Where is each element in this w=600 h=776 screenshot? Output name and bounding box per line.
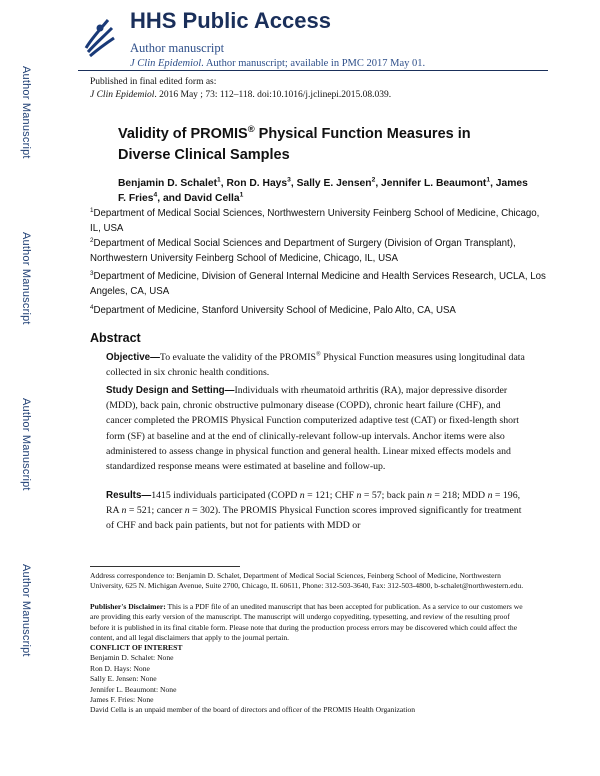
author-list: Benjamin D. Schalet$^1$, Ron D. Hays$^3$, Sally E. Jensen$^2$, Jennifer L. Beaumont$^1$, James F. Fries$^4$, and David Cella$^1$ — [118, 176, 528, 204]
citation-line: J Clin Epidemiol. 2016 May ; 73: 112–118. doi:10.1016/j.jclinepi.2015.08.039. — [90, 90, 392, 100]
footnote-rule — [90, 566, 240, 567]
affiliation-1: $^1$Department of Medical Social Sciences, Northwestern University Feinberg School of Medicine, Chicago, IL, USA — [90, 206, 540, 234]
affiliation-2: $^2$Department of Medical Social Sciences and Department of Surgery (Division of Organ Transplant), Northwestern University Feinberg School of Medicine, Chicago, IL, USA — [90, 236, 516, 264]
hhs-logo-icon — [78, 8, 120, 64]
coi-line: Jennifer L. Beaumont: None — [90, 684, 177, 694]
published-in-label: Published in final edited form as: — [90, 77, 217, 87]
affiliation-3: $^3$Department of Medicine, Division of General Internal Medicine and Health Services Research, UCLA, Los Angeles, CA, USA — [90, 269, 546, 297]
coi-line: James F. Fries: None — [90, 695, 154, 705]
coi-line: David Cella is an unpaid member of the board of directors and officer of the PROMIS Health Organization — [90, 705, 416, 715]
abstract-objective: Objective—To evaluate the validity of the PROMIS® Physical Function measures using longitudinal data collected in six chronic health conditions. — [106, 350, 525, 379]
coi-line: Benjamin D. Schalet: None — [90, 653, 174, 663]
hhs-public-access-title: HHS Public Access — [130, 8, 331, 33]
conflict-of-interest — [90, 643, 530, 716]
coi-line: Ron D. Hays: None — [90, 663, 150, 673]
coi-heading: CONFLICT OF INTEREST — [90, 643, 183, 652]
abstract-results: Results—1415 individuals participated (COPD n = 121; CHF n = 57; back pain n = 218; MDD n = 196, RA n = 521; cancer n = 302). The PROMIS Physical Function scores improved significantly for treatment of CHF and back pain patients, but not for patients with MDD or — [106, 490, 522, 532]
header-rule — [78, 70, 548, 71]
publisher-disclaimer: Publisher's Disclaimer: This is a PDF file of an unedited manuscript that has been accepted for publication. As a service to our customers we are providing this early version of the manuscript. The manuscript will undergo copyediting, typesetting, and review of the resulting proof before it is published in its final citable form. Please note that during the production process errors may be discovered which could affect the content, and all legal disclaimers that apply to the journal pertain. — [90, 602, 523, 643]
abstract-heading: Abstract — [90, 331, 141, 345]
correspondence-address: Address correspondence to: Benjamin D. Schalet, Department of Medical Social Sciences, Feinberg School of Medicine, Northwestern University, 625 N. Michigan Avenue, Suite 2700, Chicago, IL 60611, Phone: 312-503-3640, Fax: 312-503-4800, b-schalet@northwestern.edu. — [90, 571, 524, 591]
sidebar-label-2: Author Manuscript — [20, 232, 32, 325]
author-manuscript-subtitle: Author manuscript — [130, 41, 225, 55]
journal-availability-line: J Clin Epidemiol. Author manuscript; available in PMC 2017 May 01. — [130, 58, 426, 69]
abstract-study-design: Study Design and Setting—Individuals with rheumatoid arthritis (RA), major depressive disorder (MDD), back pain, chronic obstructive pulmonary disease (COPD), chronic heart failure (CHF), and cancer completed the PROMIS Physical Function computerized adaptive test (CAT) or fixed-length short form (SF) at baseline and at the end of clinically-relevant follow-up intervals. Anchor items were also administered to assess change in physical function and general health. Linear mixed effects models and standardized response means were estimated at baseline and follow-up. — [106, 385, 519, 473]
affiliation-4: $^4$Department of Medicine, Stanford University School of Medicine, Palo Alto, CA, USA — [90, 303, 456, 316]
article-title: Validity of PROMIS® Physical Function Measures in Diverse Clinical Samples — [118, 123, 471, 163]
sidebar-label-3: Author Manuscript — [20, 398, 32, 491]
sidebar-label-4: Author Manuscript — [20, 564, 32, 657]
coi-line: Sally E. Jensen: None — [90, 674, 157, 684]
sidebar-label-1: Author Manuscript — [20, 66, 32, 159]
